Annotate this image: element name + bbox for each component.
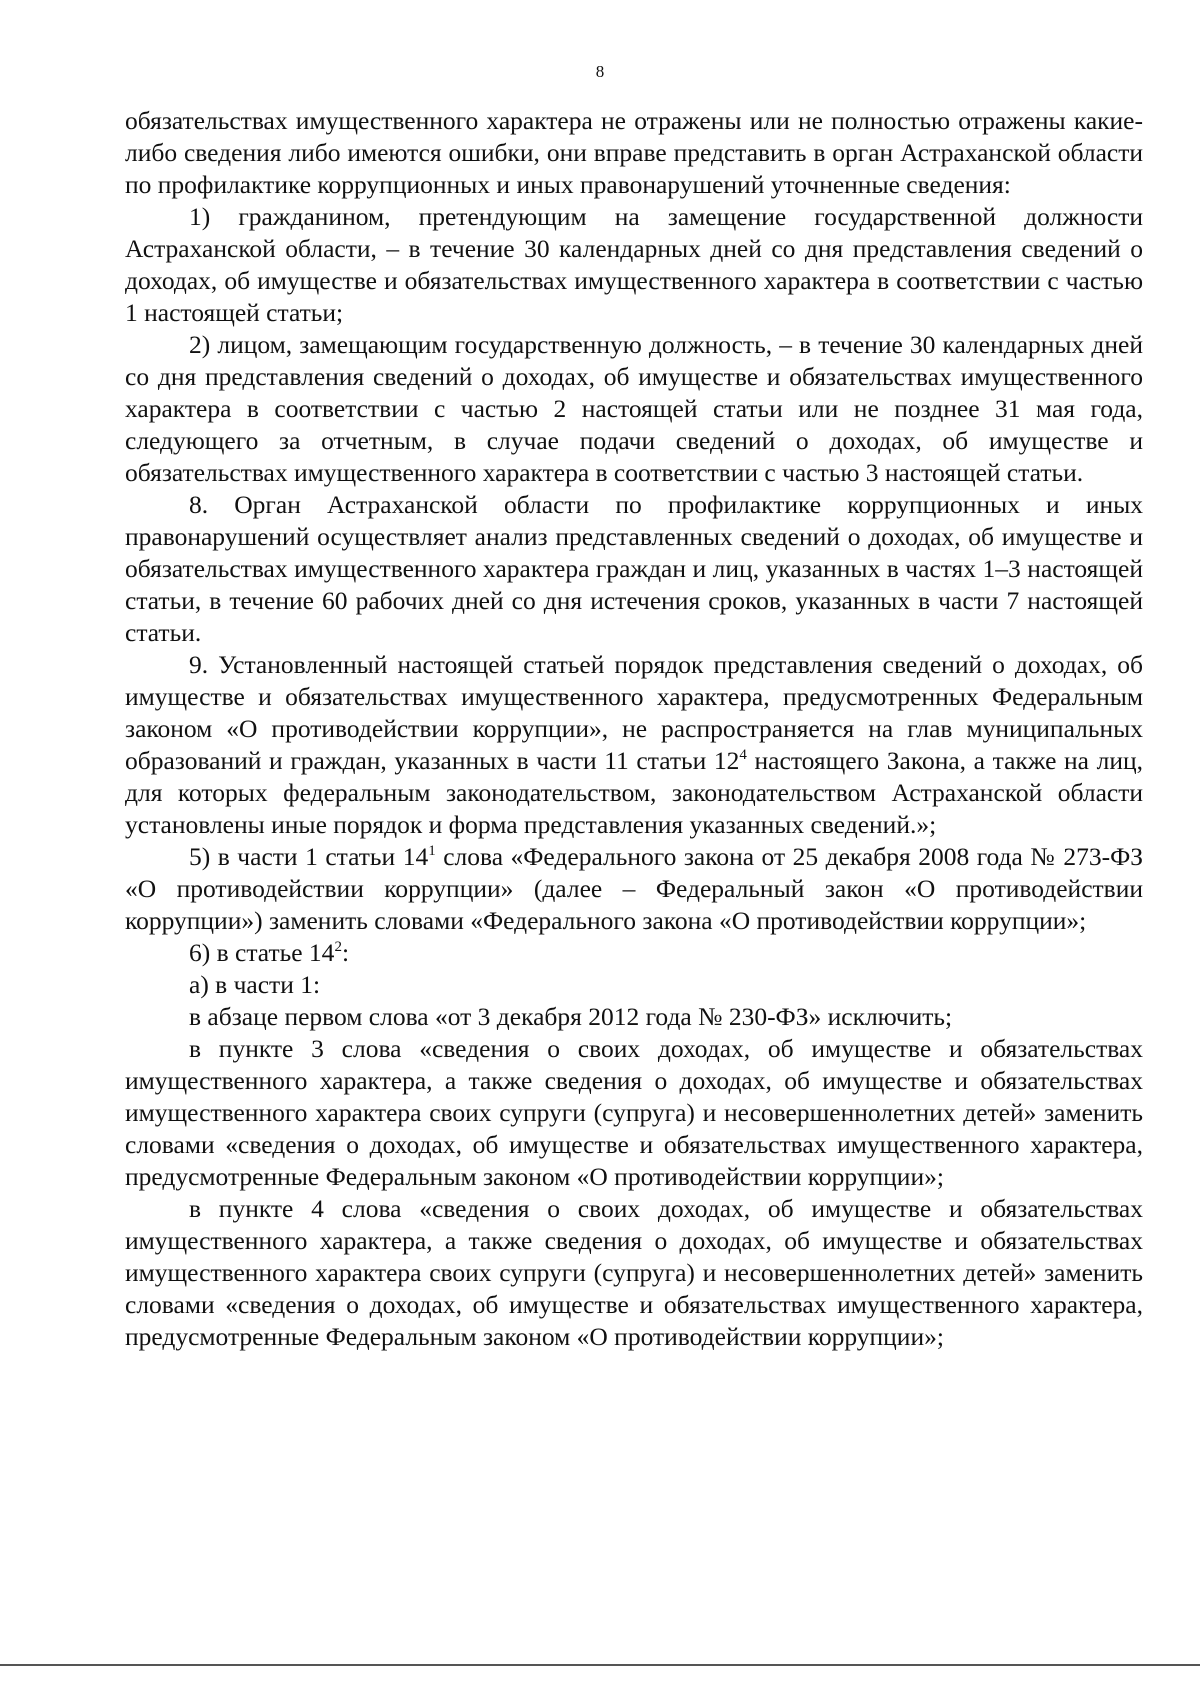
paragraph-first-abzac: в абзаце первом слова «от 3 декабря 2012 года № 230-ФЗ» исключить; [189, 1002, 953, 1031]
superscript: 1 [428, 843, 436, 859]
document-body [125, 105, 1143, 1353]
paragraph-part-8: 8. Орган Астраханской области по профилактике коррупционных и иных правонарушений осуществляет анализ представленных сведений о доходах, об имуществе и обязательствах имущественного характера граждан и лиц, указанных в частях 1–3 настоящей статьи, в течение 60 рабочих дней со дня истечения сроков, указанных в части 7 настоящей статьи. [125, 490, 1143, 647]
superscript: 4 [739, 747, 747, 763]
paragraph-item-5 [125, 841, 1143, 937]
paragraph-item-6 [125, 937, 1143, 969]
paragraph-subitem-a: а) в части 1: [189, 970, 321, 999]
paragraph-item-1: 1) гражданином, претендующим на замещение государственной должности Астраханской области, – в течение 30 календарных дней со дня представления сведений о доходах, об имуществе и обязательствах имущественного характера в соответствии с частью 1 настоящей статьи; [125, 202, 1143, 327]
superscript: 2 [334, 939, 342, 955]
item-5-text: 5) в части 1 статьи 14 [189, 842, 429, 871]
item-6-text-continued: : [341, 938, 350, 967]
paragraph-item-2: 2) лицом, замещающим государственную должность, – в течение 30 календарных дней со дня представления сведений о доходах, об имуществе и обязательствах имущественного характера в соответствии с частью 2 настоящей статьи или не позднее 31 мая года, следующего за отчетным, в случае подачи сведений о доходах, об имуществе и обязательствах имущественного характера в соответствии с частью 3 настоящей статьи. [125, 330, 1143, 487]
bottom-divider [0, 1664, 1200, 1666]
paragraph-point-4: в пункте 4 слова «сведения о своих доходах, об имуществе и обязательствах имущественного характера, а также сведения о доходах, об имуществе и обязательствах имущественного характера своих супруги (супруга) и несовершеннолетних детей» заменить словами «сведения о доходах, об имуществе и обязательствах имущественного характера, предусмотренные Федеральным законом «О противодействии коррупции»; [125, 1194, 1143, 1351]
page-number: 8 [595, 62, 605, 81]
part-9-text: 9. Установленный настоящей статьей порядок представления сведений о доходах, об имуществе и обязательствах имущественного характера, предусмотренных Федеральным законом «О противодействии коррупции», не распространяется на глав муниципальных образований и граждан, указанных в части 11 статьи 12 [125, 650, 1143, 775]
paragraph-continuation: обязательствах имущественного характера не отражены или не полностью отражены какие-либо сведения либо имеются ошибки, они вправе представить в орган Астраханской области по профилактике коррупционных и иных правонарушений уточненные сведения: [125, 106, 1143, 199]
paragraph-part-9 [125, 649, 1143, 841]
part-9-text-continued: настоящего Закона, а также на лиц, для которых федеральным законодательством, законодательством Астраханской области установлены иные порядок и форма представления указанных сведений.»; [125, 746, 1144, 839]
item-5-text-continued: слова «Федерального закона от 25 декабря 2008 года № 273-ФЗ «О противодействии коррупции» (далее – Федеральный закон «О противодействии коррупции») заменить словами «Федерального закона «О противодействии коррупции»; [125, 842, 1143, 935]
paragraph-point-3: в пункте 3 слова «сведения о своих доходах, об имуществе и обязательствах имущественного характера, а также сведения о доходах, об имуществе и обязательствах имущественного характера своих супруги (супруга) и несовершеннолетних детей» заменить словами «сведения о доходах, об имуществе и обязательствах имущественного характера, предусмотренные Федеральным законом «О противодействии коррупции»; [125, 1034, 1143, 1191]
item-6-text: 6) в статье 14 [189, 938, 335, 967]
